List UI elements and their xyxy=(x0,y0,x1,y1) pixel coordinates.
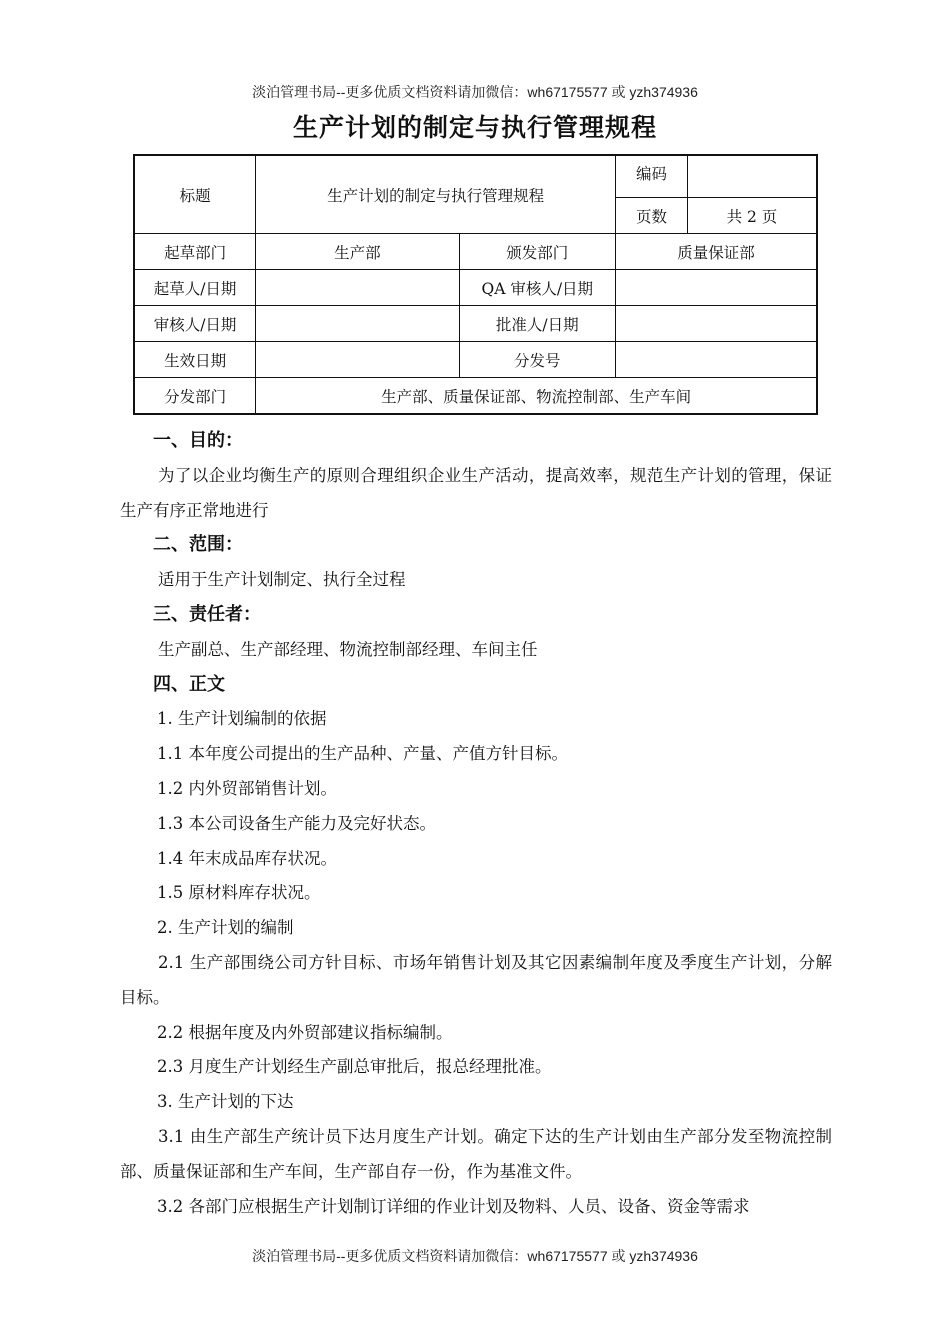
footer-watermark: 淡泊管理书局--更多优质文档资料请加微信：wh67175577 或 yzh374936 xyxy=(252,1248,698,1264)
issue-dept-label: 颁发部门 xyxy=(459,234,616,270)
body-line: 2.2 根据年度及内外贸部建议指标编制。 xyxy=(157,1022,453,1042)
effective-date-value xyxy=(256,342,459,378)
qa-reviewer-label: QA 审核人/日期 xyxy=(459,270,616,306)
drafter-value xyxy=(256,270,459,306)
code-value xyxy=(687,155,817,198)
body-line: 1.2 内外贸部销售计划。 xyxy=(157,778,337,798)
distribution-number-value xyxy=(616,342,817,378)
title-value: 生产计划的制定与执行管理规程 xyxy=(256,155,616,234)
distribution-number-label: 分发号 xyxy=(459,342,616,378)
body-line: 2.3 月度生产计划经生产副总审批后，报总经理批准。 xyxy=(157,1057,552,1077)
section-heading-purpose: 一、目的： xyxy=(153,430,243,451)
section-heading-responsibility: 三、责任者： xyxy=(153,603,261,625)
purpose-paragraph: 为了以企业均衡生产的原则合理组织企业生产活动，提高效率，规范生产计划的管理，保证生产有序正常地进行 xyxy=(120,465,832,520)
body-line: 3.2 各部门应根据生产计划制订详细的作业计划及物料、人员、设备、资金等需求 xyxy=(157,1196,750,1216)
header-watermark: 淡泊管理书局--更多优质文档资料请加微信：wh67175577 或 yzh374936 xyxy=(252,84,698,100)
body-line: 3.1 由生产部生产统计员下达月度生产计划。确定下达的生产计划由生产部分发至物流控制部、质量保证部和生产车间，生产部自存一份，作为基准文件。 xyxy=(120,1126,832,1181)
distribution-dept-value: 生产部、质量保证部、物流控制部、生产车间 xyxy=(256,378,817,415)
drafter-label: 起草人/日期 xyxy=(134,270,256,306)
document-body xyxy=(120,424,832,1224)
body-line: 1.1 本年度公司提出的生产品种、产量、产值方针目标。 xyxy=(157,744,568,764)
body-line: 1. 生产计划编制的依据 xyxy=(157,709,327,729)
body-line: 3. 生产计划的下达 xyxy=(157,1092,294,1112)
pages-value: 共 2 页 xyxy=(687,198,817,234)
issue-dept-value: 质量保证部 xyxy=(616,234,817,270)
document-title: 生产计划的制定与执行管理规程 xyxy=(292,113,657,142)
body-line: 1.5 原材料库存状况。 xyxy=(157,883,321,903)
title-label: 标题 xyxy=(134,155,256,234)
scope-paragraph: 适用于生产计划制定、执行全过程 xyxy=(158,570,406,590)
approver-value xyxy=(616,306,817,342)
draft-dept-label: 起草部门 xyxy=(134,234,256,270)
qa-reviewer-value xyxy=(616,270,817,306)
body-line: 1.3 本公司设备生产能力及完好状态。 xyxy=(157,813,436,833)
draft-dept-value: 生产部 xyxy=(256,234,459,270)
responsibility-paragraph: 生产副总、生产部经理、物流控制部经理、车间主任 xyxy=(158,639,538,659)
code-label: 编码 xyxy=(616,155,688,198)
document-info-table xyxy=(133,154,818,415)
body-line: 1.4 年末成品库存状况。 xyxy=(157,848,337,868)
distribution-dept-label: 分发部门 xyxy=(134,378,256,415)
approver-label: 批准人/日期 xyxy=(459,306,616,342)
reviewer-value xyxy=(256,306,459,342)
body-line: 2.1 生产部围绕公司方针目标、市场年销售计划及其它因素编制年度及季度生产计划，分解目标。 xyxy=(120,952,832,1007)
body-line: 2. 生产计划的编制 xyxy=(157,918,294,938)
pages-label: 页数 xyxy=(616,198,688,234)
section-heading-scope: 二、范围： xyxy=(153,534,243,556)
section-heading-body: 四、正文 xyxy=(153,673,225,695)
effective-date-label: 生效日期 xyxy=(134,342,256,378)
reviewer-label: 审核人/日期 xyxy=(134,306,256,342)
